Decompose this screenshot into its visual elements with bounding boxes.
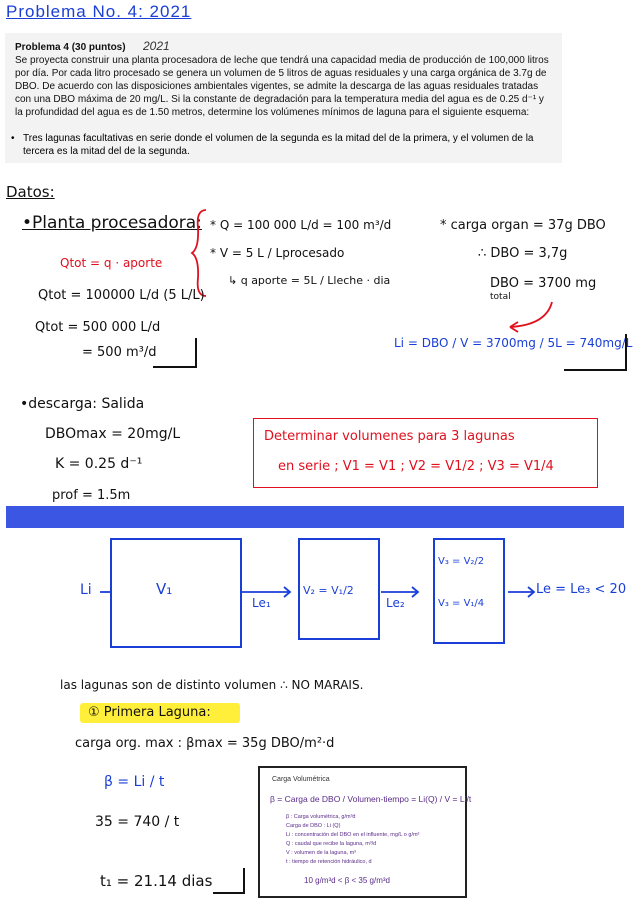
dbo-total-label: total [490,292,511,302]
dbomax-line: DBOmax = 20mg/L [45,426,181,442]
lagoon-3-label-a: V₃ = V₂/2 [438,556,485,567]
qtot-line-1: Qtot = 100000 L/d (5 L/L) [38,288,205,303]
lagoon-3-box [433,538,505,644]
section-divider [6,506,624,528]
problem-heading: Problema 4 (30 puntos) [15,42,126,53]
problem-text: Se proyecta construir una planta procesadora de leche que tendrá una capacidad media de producción de 100,000 litros por día. Por cada litro procesado se genera un volumen de 5 litros de aguas residuales y una carga orgánica de 3.7g de DBO. De acuerdo con las disposiciones ambientales vigentes, se admite la descarga de las aguas residuales tratadas con una DBO máxima de 20 mg/L. Si la constante de degradación para la temperatura media del agua es de 0.25 d⁻¹ y la profundidad del agua es de 1.50 metros, determine los volúmenes mínimos de laguna para el siguiente esquema: [15,55,549,118]
result-mark-icon [560,330,630,375]
dbo-line-1: ∴ DBO = 3,7g [478,246,568,261]
problem-statement [5,33,562,163]
li-equation: Li = DBO / V = 3700mg / 5L = 740mg/L [394,336,633,350]
info-row: V : volumen de la laguna, m³ [286,850,357,856]
prof-line: prof = 1.5m [52,488,131,503]
diagram-li-label: Li [80,582,92,598]
problem-bullet: • Tres lagunas facultativas en serie donde el volumen de la segunda es la mitad del de la primera, y el volumen de la tercera es la mitad del de la segunda. [23,132,543,158]
info-row: Carga de DBO : Li (Q) [286,823,341,829]
planta-heading: •Planta procesadora: [22,213,202,233]
info-range: 10 g/m³d < β < 35 g/m³d [304,876,390,885]
le2-label: Le₂ [386,596,405,610]
t1-result: t₁ = 21.14 dias [100,872,213,890]
outlet-label: Le = Le₃ < 20 [536,582,627,597]
info-row: β : Carga volumétrica, g/m³d [286,814,356,820]
qtot-line-3: = 500 m³/d [82,345,157,360]
info-row: Q : caudal que recibe la laguna, m³/d [286,841,377,847]
lagoon-2-label: V₂ = V₁/2 [303,584,354,597]
calc-equation: 35 = 740 / t [95,814,180,830]
aporte-line: ↳ q aporte = 5L / Lleche · dia [228,274,391,287]
info-row: Li : concentración del DBO en el influente, mg/L o g/m³ [286,832,420,838]
lagoon-1-label: V₁ [156,580,173,598]
objective-line-2: en serie ; V1 = V1 ; V2 = V1/2 ; V3 = V1/4 [278,459,554,474]
info-formula: β = Carga de DBO / Volumen-tiempo = Li(Q) / V = Li/t [270,794,472,804]
q-line: * Q = 100 000 L/d = 100 m³/d [210,218,392,232]
result-mark-icon [210,865,250,897]
formula-reference-box [258,766,472,898]
lagunas-note: las lagunas son de distinto volumen ∴ NO MARAIS. [60,678,364,692]
objective-box [253,418,598,488]
lagoon-1-box [110,538,242,648]
beta-equation: β = Li / t [104,774,165,790]
problem-year: 2021 [143,39,170,53]
page-title: Problema No. 4: 2021 [6,2,192,21]
carga-max-line: carga org. max : βmax = 35g DBO/m²·d [75,736,335,751]
k-line: K = 0.25 d⁻¹ [55,456,143,472]
result-mark-icon [150,335,200,370]
descarga-heading: •descarga: Salida [20,396,145,412]
v-line: * V = 5 L / Lprocesado [210,246,345,260]
qtot-definition: Qtot = q · aporte [60,256,163,270]
primera-heading: ① Primera Laguna: [88,705,211,720]
datos-heading: Datos: [6,183,55,201]
objective-line-1: Determinar volumenes para 3 lagunas [264,429,515,444]
dbo-line-2: DBO = 3700 mg [490,276,597,291]
info-row: t : tiempo de retención hidráulico, d [286,859,372,865]
info-title: Carga Volumétrica [272,776,330,783]
brace-icon [190,208,210,298]
red-arrow-icon [496,300,556,335]
carga-line: * carga organ = 37g DBO [440,218,606,233]
le1-label: Le₁ [252,596,271,610]
lagoon-3-label-b: V₃ = V₁/4 [438,598,485,609]
qtot-line-2: Qtot = 500 000 L/d [35,320,161,335]
